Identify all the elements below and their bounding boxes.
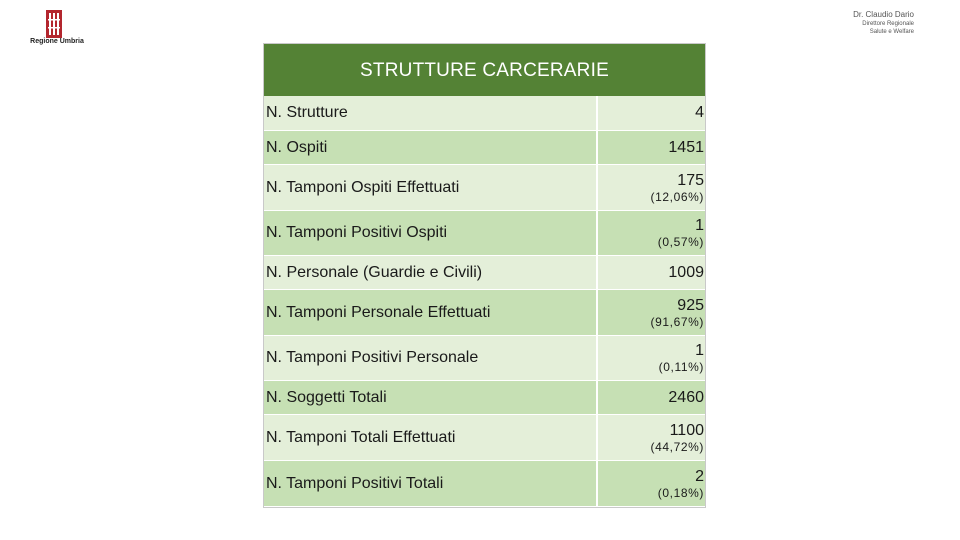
table-row	[264, 336, 705, 381]
author-role-line1: Direttore Regionale	[862, 21, 914, 27]
row-value-cell	[598, 165, 705, 210]
row-value-cell	[598, 336, 705, 380]
row-label: N. Tamponi Personale Effettuati	[264, 290, 596, 335]
row-value: 1100	[669, 421, 704, 439]
row-value: 1	[695, 342, 704, 359]
row-value-cell	[598, 211, 705, 255]
row-value: 925	[677, 296, 704, 314]
row-value: 1009	[668, 263, 704, 281]
row-value-percent: (44,72%)	[650, 439, 704, 454]
strutture-carcerarie-table	[263, 43, 706, 508]
row-label: N. Personale (Guardie e Civili)	[264, 256, 596, 289]
author-role-line2: Salute e Welfare	[869, 29, 914, 35]
row-value-cell	[598, 290, 705, 335]
row-value-percent: (91,67%)	[650, 314, 704, 329]
row-value-percent: (0,11%)	[658, 360, 704, 374]
table-row	[264, 96, 705, 131]
logo-text: Regione Umbria	[30, 38, 84, 45]
row-label: N. Ospiti	[264, 131, 596, 164]
row-value-cell	[598, 131, 705, 164]
row-value-cell	[598, 381, 705, 414]
table-row	[264, 381, 705, 415]
row-value-percent: (12,06%)	[650, 189, 704, 204]
row-value: 4	[695, 104, 704, 121]
table-header	[264, 44, 705, 96]
table-row	[264, 415, 705, 461]
row-label: N. Strutture	[264, 96, 596, 130]
row-value-percent: (0,18%)	[657, 485, 704, 500]
row-label: N. Tamponi Positivi Ospiti	[264, 211, 596, 255]
row-value: 2	[695, 467, 704, 485]
author-name: Dr. Claudio Dario	[853, 10, 914, 19]
row-label: N. Tamponi Positivi Personale	[264, 336, 596, 380]
table-title: STRUTTURE CARCERARIE	[360, 60, 609, 81]
row-value: 1451	[668, 138, 704, 156]
row-label: N. Tamponi Ospiti Effettuati	[264, 165, 596, 210]
table-row	[264, 165, 705, 211]
row-label: N. Soggetti Totali	[264, 381, 596, 414]
row-value-cell	[598, 415, 705, 460]
table-row	[264, 211, 705, 256]
row-label: N. Tamponi Positivi Totali	[264, 461, 596, 506]
row-value-cell	[598, 256, 705, 289]
row-label: N. Tamponi Totali Effettuati	[264, 415, 596, 460]
row-value-cell	[598, 461, 705, 506]
row-value-cell	[598, 96, 705, 130]
table-row	[264, 461, 705, 507]
table-row	[264, 290, 705, 336]
row-value: 175	[677, 171, 704, 189]
region-logo	[22, 8, 92, 48]
row-value: 2460	[668, 388, 704, 406]
table-row	[264, 131, 705, 165]
row-value-percent: (0,57%)	[657, 235, 704, 249]
author-block	[853, 10, 914, 36]
row-value: 1	[695, 217, 704, 234]
regione-umbria-emblem-icon	[46, 10, 62, 38]
table-row	[264, 256, 705, 290]
